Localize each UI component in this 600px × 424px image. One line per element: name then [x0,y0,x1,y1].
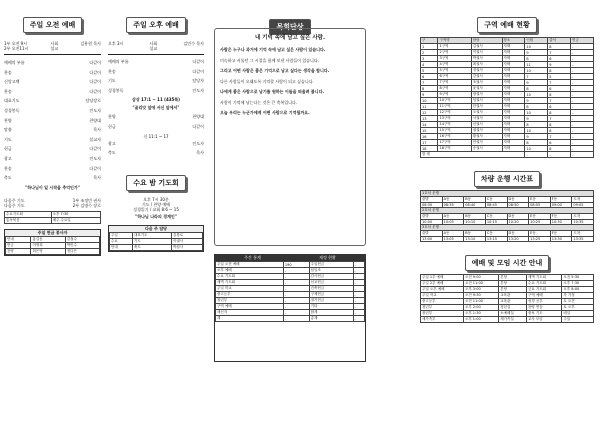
morning-worship-title: 주일 오전 예배 [23,17,82,33]
vehicle-title: 차량 운행 시간표 [474,171,540,187]
afternoon-time: 오후 3시 [108,41,124,46]
worship-times: 1부 오전 9시 2부 오전11시 [4,41,29,51]
schedule-table: 주일 1부 예배 오전 9:00 본당 새벽 기도회 오전 5:30 주일 2부 예배 오전 11:00 본당 수요 기도회 오후 7:30 주일 오후 예배 오후 3:00 본당 금요 기도회 오후 8:00 주일 학교 오전 9:30 교육관 구역 예배 각 가정 중고등부 오전 11:00 교육관 성경 공부 토 오전 청년부 오후 2:00 청년실 찬양 연습 토 오후 장년부 오후 1:30 소예배실 중보 기도 매일 새가족부 오후 1:00 새가족실 교사 모임 주일 [420,274,594,323]
preacher-name: 김용원 목사 [80,41,101,46]
schedule-title: 예배 및 모임 시간 안내 [465,255,550,271]
column-paragraph: 나에게 좋은 사람으로 남기를 원하는 이들을 떠올려 봅니다. [220,89,325,94]
afternoon-sermon: "골리앗 앞에 서신 앞에서" [132,105,180,111]
next-week-title: 다음 주 담당 [109,226,203,232]
pastoral-column-subtitle: 내 기억 속에 남고 싶은 사람. [254,35,326,41]
afternoon-preacher: 김민수 목사 [183,41,204,46]
column-paragraph: 사람이 기억에 남는다는 것은 큰 축복입니다. [220,99,298,105]
order-of-service: 예배의 부름 다같이 찬송 다같이 신앙고백 다같이 찬송 다같이 대표기도 담당장로 성경봉독 인도자 찬양 찬양대 말씀 목사 기도 설교자 헌금 다같이 광고 인도자 찬송 다같이 축도 목사 [4,60,101,181]
prayer-place: 기도 / 찬양 예배 [141,201,171,207]
next-prayer-label: 다음주 기도 다음주 기도 [4,197,25,208]
next-prayer-names: 1부 조정민 권사 2부 김명수 장로 [72,197,101,208]
column-paragraph: 오늘 우리는 누군가에게 어떤 사람으로 기억될까요. [220,110,310,115]
column-paragraph: 사람은 누구나 과거에 기억 속에 남고 싶은 사람이 있습니다. [220,47,326,52]
finance-title: 재정 현황 [319,255,336,260]
office-title: 주일 헌금 봉사자 [5,230,100,236]
district-title: 구역 예배 현황 [477,17,536,33]
morning-worship-section: 주일 오전 예배 1부 오전 9시 2부 오전11시 사회 설교 김용원 목사 예배의 부름 다같이 찬송 다같이 신앙고백 다같이 찬송 다같이 대표기도 담당장로 성경봉독 인도자 찬양 찬양대 말씀 목사 기도 설교자 헌금 다같이 광고 인도자 찬송 다같이 축도 목사 "하나님이 일 시작을 추억인가" 다음주 기도 다음주 기도 1부 조정민 권사 2부 김명수 장로 수요기도회 오후 7:30 통독묵상 매주 수요일 주일 헌금 봉사자 안내 홍길동 김철수 헌금 이영희 박민수 찬양 최은영 정다은 [4,6,101,256]
prayer-text: 성경읽기 / 교회 8:6 ~ 15 [133,206,179,212]
notice-row: 수요기도회 [5,211,52,217]
afternoon-scripture: 삼상 17:1 ~ 11 (435쪽) [131,97,181,103]
prayer-meeting-title: 수요 밤 기도회 [126,175,185,191]
worship-role: 사회 설교 [50,41,59,51]
pastoral-column-section [214,6,366,321]
column-paragraph: 다른 사람들이 오래도록 기억할 사람이 되고 싶습니다. [220,78,314,84]
column-paragraph: 그리고 어떤 사람은 좋은 기억으로 남고 싶다는 생각을 합니다. [220,68,330,73]
prayer-quote: "하나님 나라의 경계인" [135,213,177,219]
prayer-time: 오후 7시 30분 [143,196,169,202]
afternoon-scripture-2: 신 11:1 ~ 17 [143,133,169,139]
pastoral-column-title: 목회단상 [269,19,310,35]
district-section [420,6,594,323]
stats-title: 주간 통계 [244,255,261,260]
vehicle-table: 1호차 운행 출발 A동 B동 C동 D동 E동 F동 도착 08:30 08:35 08:40 08:45 08:50 08:55 09:00 09:05 2호차 운행 출발 A동 B동 C동 D동 E동 F동 도착 10:00 10:05 10:10 10:15 10:20 10:25 10:30 10:35 3호차 운행 출발 A동 B동 C동 D동 E동 F동 도착 13:00 13:05 13:10 13:15 13:20 13:25 13:30 13:35 [420,190,594,242]
district-table: 구 구역명 담당 장소 인원 출석 헌금 1 1구역 김권사 자택 10 8 - 2 2구역 이권사 자택 9 7 - 3 3구역 박권사 자택 8 6 - 4 4구역 최권사 자택 11 9 - 5 5구역 정권사 자택 10 8 - 6 6구역 강권사 자택 7 5 - 7 7구역 조권사 자택 9 7 - 8 8구역 윤권사 자택 8 6 - 9 9구역 장권사 자택 10 8 - 10 10구역 임권사 자택 9 7 - 11 11구역 한권사 자택 8 6 - 12 12구역 오권사 자택 10 8 - 13 13구역 서권사 자택 9 7 - 14 14구역 신권사 자택 8 6 - 15 15구역 권권사 자택 10 8 - 16 16구역 황권사 자택 9 7 - 17 17구역 안권사 자택 8 6 - 18 18구역 송권사 자택 10 8 - 합 계 - - - [420,37,594,158]
afternoon-role: 사회 설교 [149,41,158,51]
notice-row: 통독묵상 [5,217,52,223]
afternoon-worship-section: 주일 오후 예배 오후 3시 사회 설교 김민수 목사 예배의 부름 다같이 찬송 다같이 기도 담당자 성경봉독 인도자 삼상 17:1 ~ 11 (435쪽) "골리앗 앞에 서신 앞에서" 찬양 찬양대 헌금 다같이 신 11:1 ~ 17 광고 인도자 축도 목사 수요 밤 기도회 오후 7시 30분 기도 / 찬양 예배 성경읽기 / 교회 8:6 ~ 15 "하나님 나라의 경계인" 다음 주 담당 주일 대표기도 김장로 수요 기도 이권사 안내 축도 박집사 [108,6,204,252]
sermon-theme: "하나님이 일 시작을 추억인가" [25,184,80,190]
small-notice-table: 수요기도회 오후 7:30 통독묵상 매주 수요일 [4,211,101,224]
afternoon-worship-title: 주일 오후 예배 [126,17,185,33]
stats-table: 주일 오전 예배 190 주일헌금 - 오후 예배 - 십일조 - 수요 기도회 - 감사헌금 - 새벽 기도회 - 선교헌금 - 주일 학교 - 건축헌금 - 중고등부 - 구제헌금 - 청년부 - 절기헌금 - 구역 예배 - 기타 - 새신자 - 합계 - 계 - 총계 - [215,261,365,322]
column-paragraph: 미숙하고 서툴던 그 시절을 함께 보낸 사람들이 있습니다. [220,57,320,63]
